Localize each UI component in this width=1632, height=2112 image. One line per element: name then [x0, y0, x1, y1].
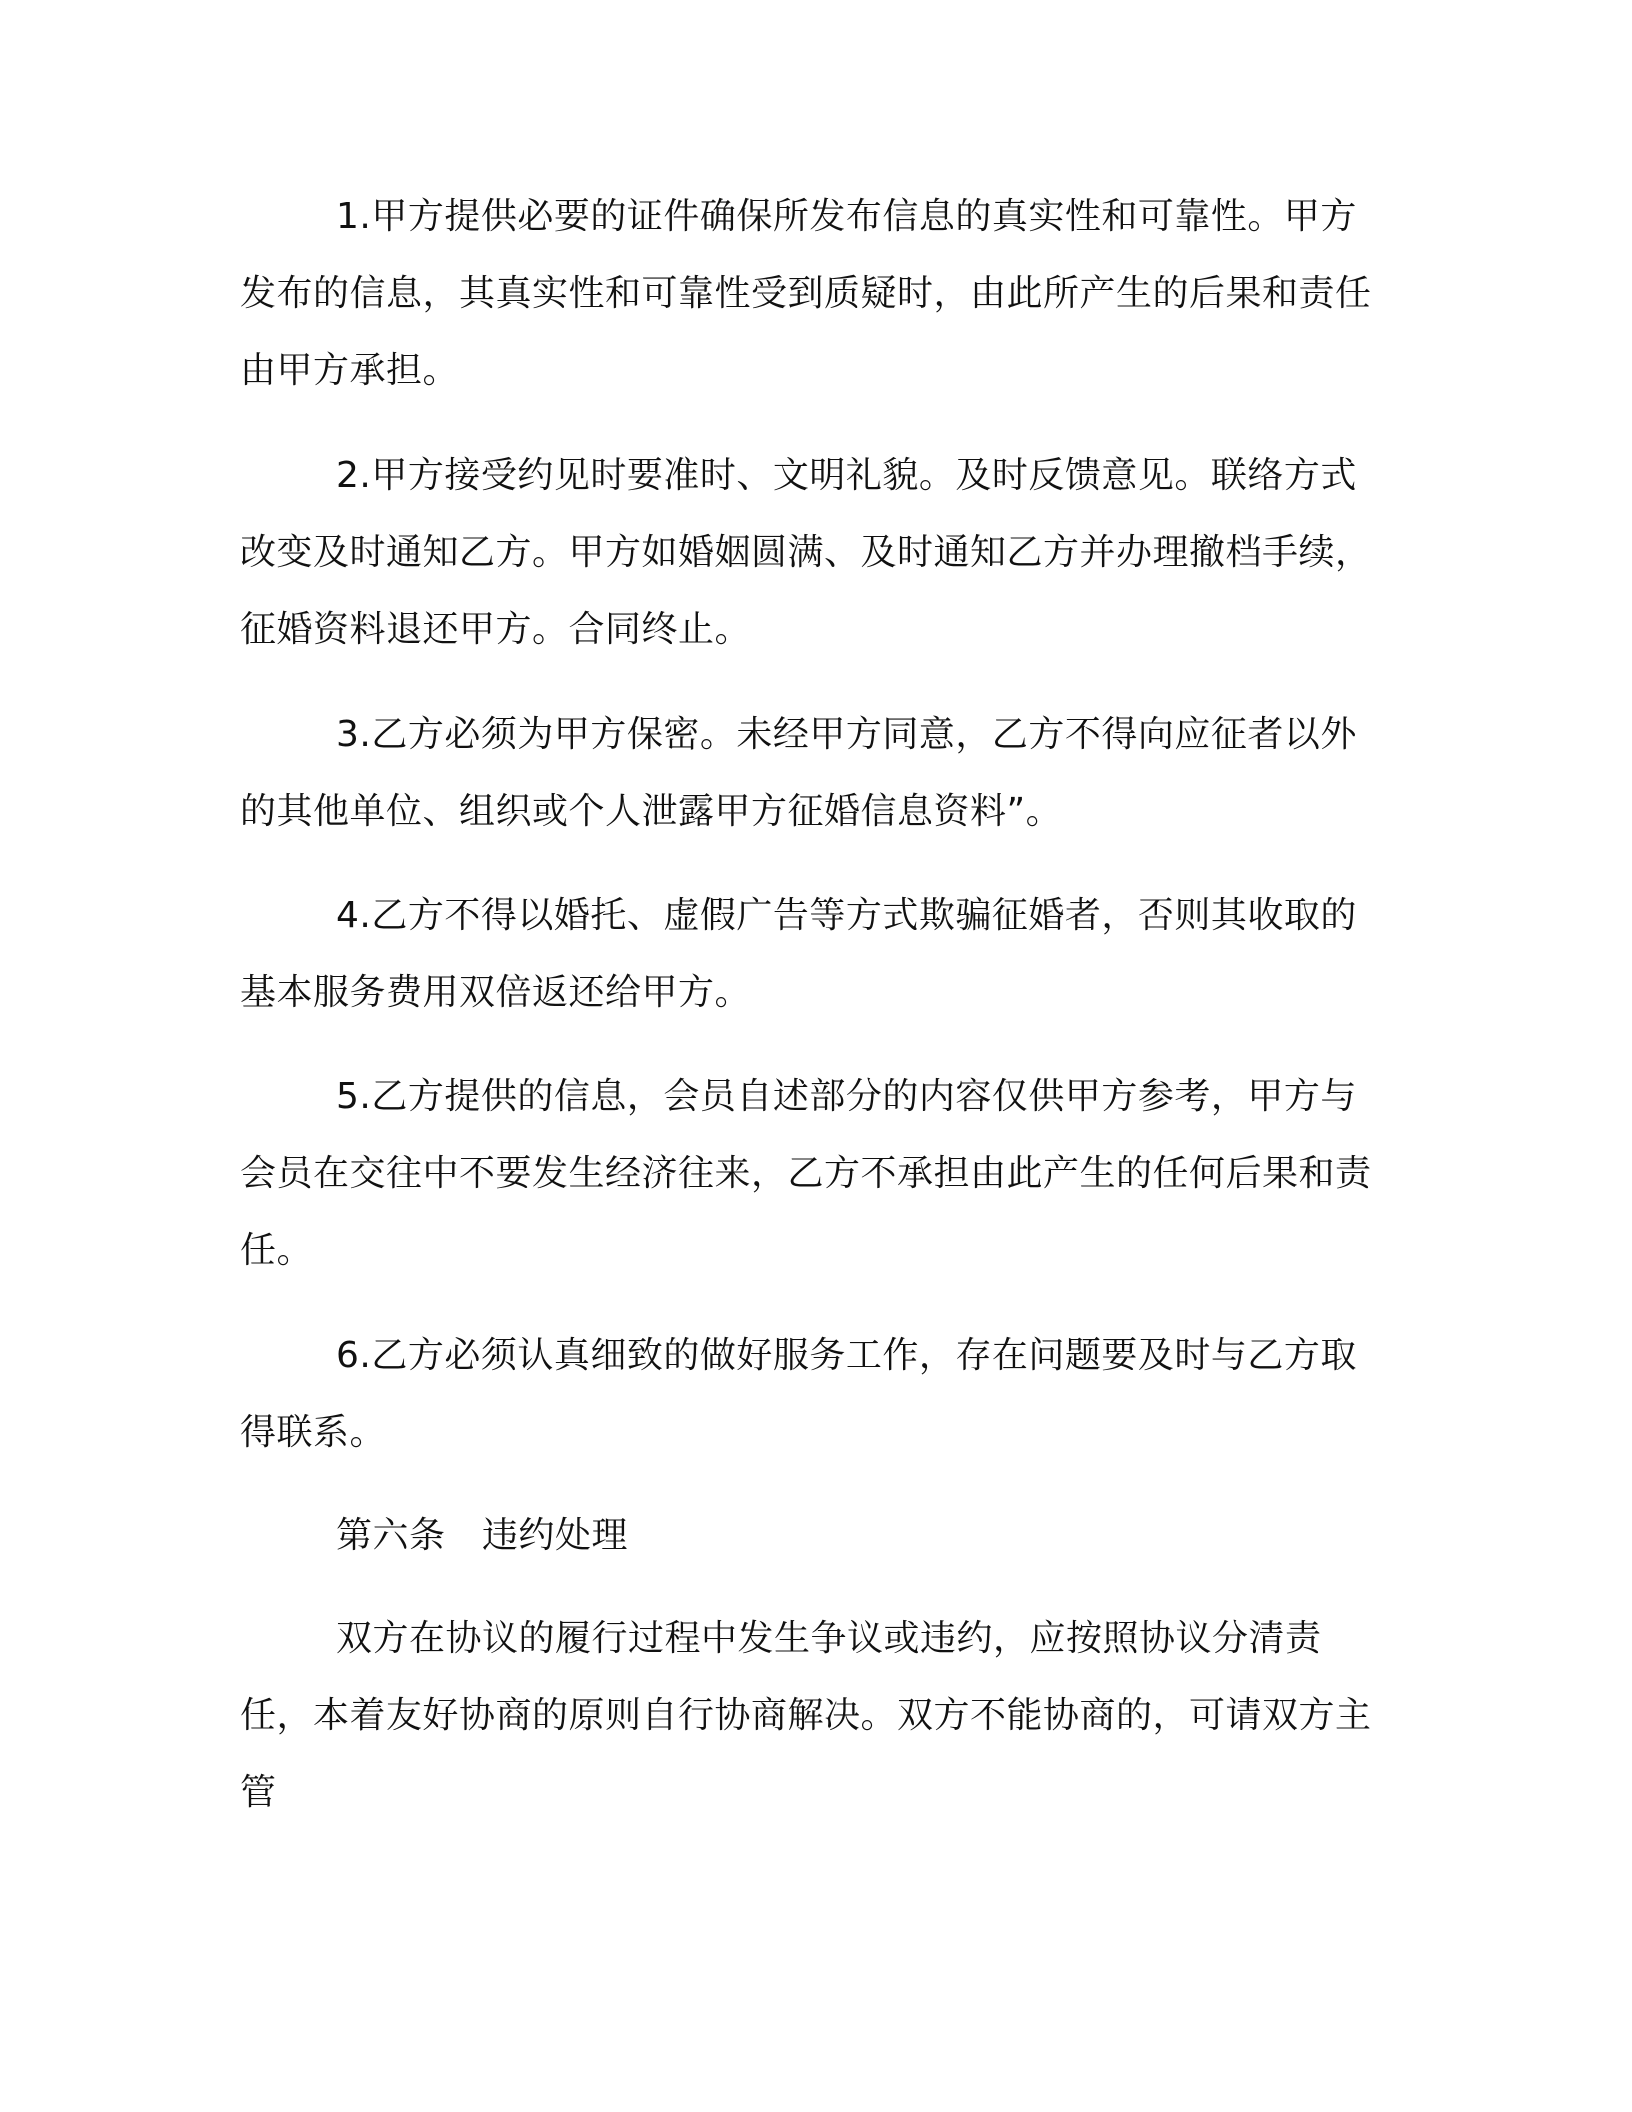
clause-4-paragraph: 4.乙方不得以婚托、虚假广告等方式欺骗征婚者，否则其收取的基本服务费用双倍返还给甲方。 [240, 895, 1357, 1013]
clause-6-paragraph: 6.乙方必须认真细致的做好服务工作，存在问题要及时与乙方取得联系。 [240, 1335, 1357, 1453]
clause-5-paragraph: 5.乙方提供的信息，会员自述部分的内容仅供甲方参考，甲方与会员在交往中不要发生经济往来，乙方不承担由此产生的任何后果和责任。 [240, 1076, 1372, 1271]
section-heading-article-6: 第六条 违约处理 [336, 1515, 629, 1556]
clause-1-paragraph: 1.甲方提供必要的证件确保所发布信息的真实性和可靠性。甲方发布的信息，其真实性和可靠性受到质疑时，由此所产生的后果和责任由甲方承担。 [240, 196, 1372, 391]
clause-2-paragraph: 2.甲方接受约见时要准时、文明礼貌。及时反馈意见。联络方式改变及时通知乙方。甲方如婚姻圆满、及时通知乙方并办理撤档手续，征婚资料退还甲方。合同终止。 [240, 455, 1372, 650]
clause-3-paragraph: 3.乙方必须为甲方保密。未经甲方同意，乙方不得向应征者以外的其他单位、组织或个人泄露甲方征婚信息资料”。 [240, 714, 1357, 832]
breach-handling-paragraph: 双方在协议的履行过程中发生争议或违约，应按照协议分清责任，本着友好协商的原则自行协商解决。双方不能协商的，可请双方主管 [240, 1618, 1372, 1813]
